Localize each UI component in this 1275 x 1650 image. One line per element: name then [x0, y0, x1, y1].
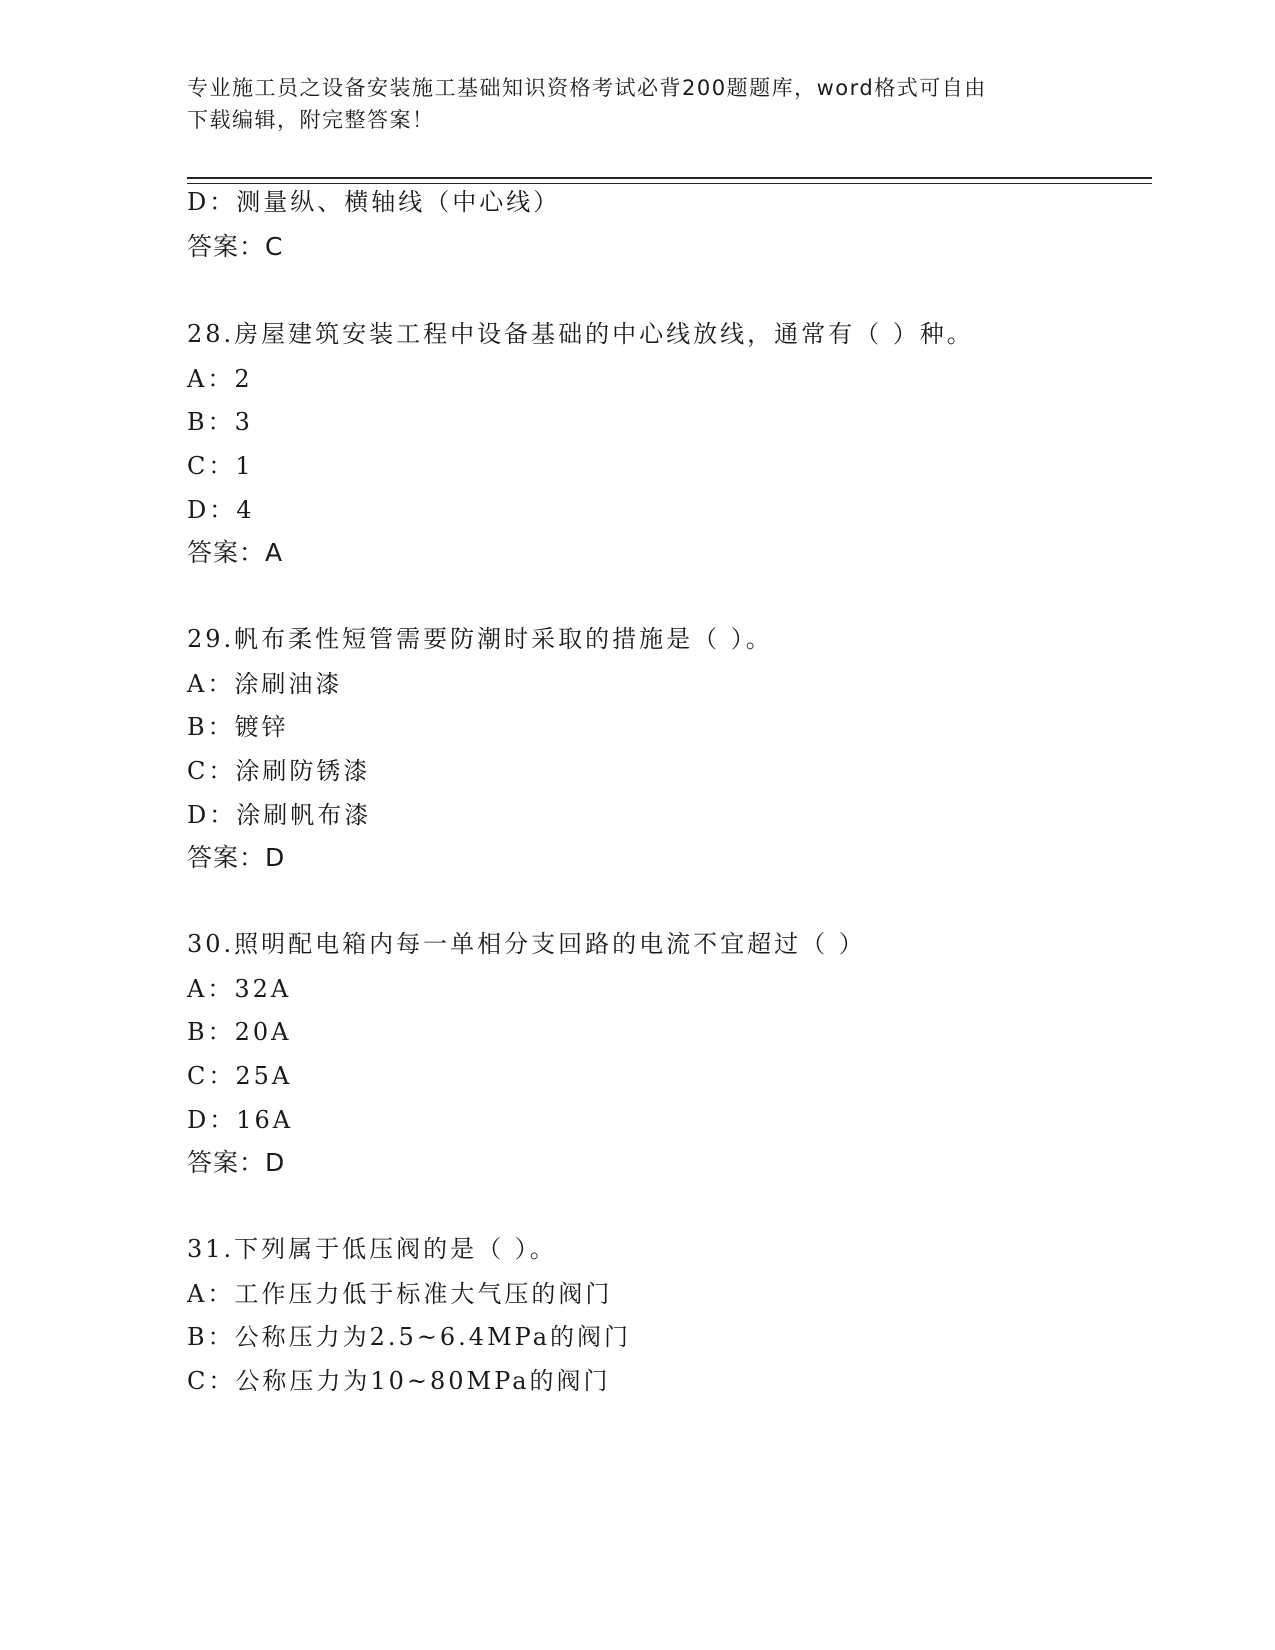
- question-30-option-a: A：32A: [187, 975, 292, 1003]
- question-29-option-a: A：涂刷油漆: [187, 670, 343, 698]
- question-28-answer: 答案：A: [187, 538, 284, 567]
- question-28-stem: 28.房屋建筑安装工程中设备基础的中心线放线，通常有（ ）种。: [187, 320, 974, 348]
- question-30-option-c: C：25A: [187, 1062, 293, 1090]
- question-29-option-b: B：镀锌: [187, 713, 289, 741]
- prev-question-answer: 答案：C: [187, 232, 284, 261]
- header-divider-thick: [187, 177, 1152, 179]
- document-header: [187, 72, 1067, 136]
- question-29-option-c: C：涂刷防锈漆: [187, 757, 371, 785]
- question-30-option-b: B：20A: [187, 1018, 292, 1046]
- question-30-option-d: D：16A: [187, 1106, 294, 1134]
- question-29-option-d: D：涂刷帆布漆: [187, 801, 372, 829]
- question-31-option-b: B：公称压力为2.5~6.4MPa的阀门: [187, 1323, 632, 1351]
- question-29-answer: 答案：D: [187, 843, 286, 872]
- question-30-stem: 30.照明配电箱内每一单相分支回路的电流不宜超过（ ）: [187, 930, 866, 958]
- question-28-option-a: A：2: [187, 365, 253, 393]
- question-31-option-c: C：公称压力为10~80MPa的阀门: [187, 1367, 611, 1395]
- header-title-line-1: 专业施工员之设备安装施工基础知识资格考试必背200题题库，word格式可自由: [187, 76, 987, 100]
- question-29-stem: 29.帆布柔性短管需要防潮时采取的措施是（ ）。: [187, 625, 773, 653]
- question-31-option-a: A：工作压力低于标准大气压的阀门: [187, 1280, 613, 1308]
- prev-question-option-d: D：测量纵、横轴线（中心线）: [187, 188, 561, 216]
- header-title-line-2: 下载编辑，附完整答案！: [187, 108, 435, 132]
- question-28-option-d: D：4: [187, 496, 255, 524]
- question-31-stem: 31.下列属于低压阀的是（ ）。: [187, 1235, 557, 1263]
- question-28-option-b: B：3: [187, 408, 253, 436]
- header-divider-thin: [187, 183, 1152, 184]
- question-30-answer: 答案：D: [187, 1148, 286, 1177]
- question-28-option-c: C：1: [187, 452, 254, 480]
